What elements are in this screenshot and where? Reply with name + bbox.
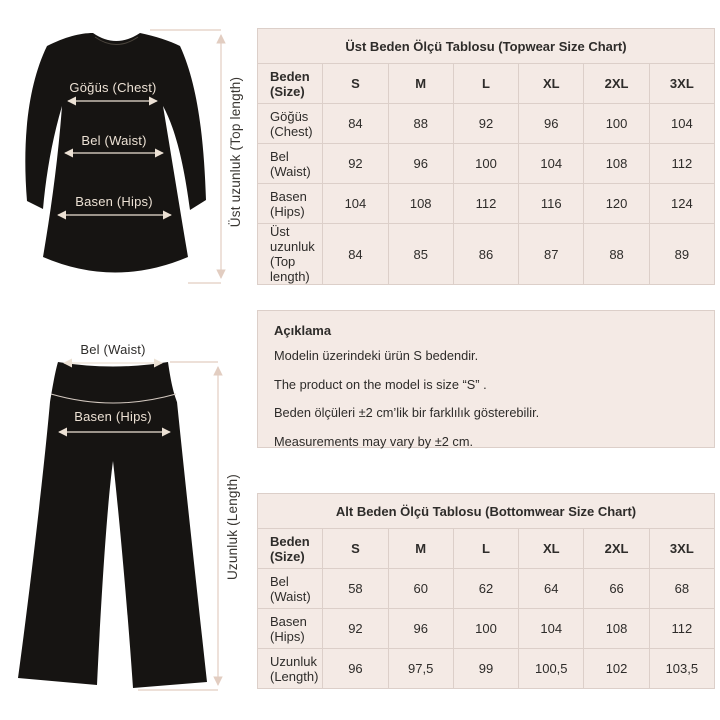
table-row <box>258 224 715 285</box>
size-value-cell: 124 <box>649 184 714 224</box>
size-value-cell: 108 <box>388 184 453 224</box>
size-column-header: L <box>453 64 518 104</box>
size-value-cell: 60 <box>388 569 453 609</box>
table-row <box>258 569 715 609</box>
size-value-cell: 89 <box>649 224 714 285</box>
size-column-header: M <box>388 529 453 569</box>
size-value-cell: 88 <box>584 224 649 285</box>
size-value-cell: 92 <box>323 609 388 649</box>
size-value-cell: 96 <box>519 104 584 144</box>
table-row <box>258 609 715 649</box>
size-value-cell: 120 <box>584 184 649 224</box>
top-length-label: Üst uzunluk (Top length) <box>228 76 243 228</box>
measurement-row-label: Üst uzunluk (Top length) <box>258 224 323 285</box>
size-value-cell: 108 <box>584 144 649 184</box>
size-value-cell: 104 <box>649 104 714 144</box>
size-value-cell: 96 <box>388 144 453 184</box>
size-value-cell: 96 <box>388 609 453 649</box>
note-line: The product on the model is size “S” . <box>274 376 487 392</box>
size-value-cell: 97,5 <box>388 649 453 689</box>
size-value-cell: 100,5 <box>519 649 584 689</box>
measurement-row-label: Bel (Waist) <box>258 569 323 609</box>
bottomwear-table-panel <box>257 493 715 689</box>
table-row <box>258 144 715 184</box>
size-column-header: 3XL <box>649 529 714 569</box>
size-value-cell: 112 <box>649 144 714 184</box>
size-value-cell: 84 <box>323 104 388 144</box>
note-line: Measurements may vary by ±2 cm. <box>274 433 474 449</box>
measurement-row-label: Uzunluk (Length) <box>258 649 323 689</box>
chest-label: Göğüs (Chest) <box>69 80 157 95</box>
size-column-header: XL <box>519 64 584 104</box>
size-value-cell: 62 <box>453 569 518 609</box>
note-line: Beden ölçüleri ±2 cm’lik bir farklılık gösterebilir. <box>274 405 540 420</box>
pants-hips-label: Basen (Hips) <box>74 409 152 424</box>
size-value-cell: 108 <box>584 609 649 649</box>
bottomwear-figure <box>0 330 250 720</box>
table-row <box>258 104 715 144</box>
size-column-header: S <box>323 64 388 104</box>
size-value-cell: 104 <box>519 609 584 649</box>
size-column-header: 2XL <box>584 529 649 569</box>
measurement-row-label: Göğüs (Chest) <box>258 104 323 144</box>
measurement-row-label: Basen (Hips) <box>258 609 323 649</box>
size-value-cell: 88 <box>388 104 453 144</box>
size-value-cell: 104 <box>519 144 584 184</box>
size-value-cell: 99 <box>453 649 518 689</box>
measurement-row-label: Bel (Waist) <box>258 144 323 184</box>
size-value-cell: 66 <box>584 569 649 609</box>
size-value-cell: 68 <box>649 569 714 609</box>
table-row <box>258 649 715 689</box>
measurement-row-label: Basen (Hips) <box>258 184 323 224</box>
size-column-header: XL <box>519 529 584 569</box>
size-value-cell: 116 <box>519 184 584 224</box>
size-value-cell: 96 <box>323 649 388 689</box>
topwear-table-title: Üst Beden Ölçü Tablosu (Topwear Size Chart) <box>258 29 715 64</box>
waist-label: Bel (Waist) <box>81 133 147 148</box>
size-value-cell: 64 <box>519 569 584 609</box>
size-value-cell: 100 <box>453 144 518 184</box>
size-value-cell: 104 <box>323 184 388 224</box>
size-value-cell: 112 <box>649 609 714 649</box>
bottomwear-size-table <box>257 493 715 689</box>
topwear-table-panel <box>257 28 715 285</box>
size-value-cell: 112 <box>453 184 518 224</box>
pants-waist-label: Bel (Waist) <box>80 342 146 357</box>
note-box <box>257 310 715 448</box>
hips-label: Basen (Hips) <box>75 194 153 209</box>
size-value-cell: 100 <box>453 609 518 649</box>
size-column-header: L <box>453 529 518 569</box>
table-row <box>258 184 715 224</box>
size-value-cell: 86 <box>453 224 518 285</box>
size-value-cell: 85 <box>388 224 453 285</box>
size-column-header: Beden (Size) <box>258 64 323 104</box>
size-value-cell: 102 <box>584 649 649 689</box>
size-column-header: Beden (Size) <box>258 529 323 569</box>
size-value-cell: 103,5 <box>649 649 714 689</box>
size-column-header: 3XL <box>649 64 714 104</box>
size-value-cell: 100 <box>584 104 649 144</box>
size-column-header: S <box>323 529 388 569</box>
topwear-size-table <box>257 28 715 285</box>
size-column-header: M <box>388 64 453 104</box>
size-value-cell: 92 <box>453 104 518 144</box>
size-value-cell: 84 <box>323 224 388 285</box>
size-value-cell: 58 <box>323 569 388 609</box>
size-value-cell: 92 <box>323 144 388 184</box>
size-value-cell: 87 <box>519 224 584 285</box>
bottomwear-table-title: Alt Beden Ölçü Tablosu (Bottomwear Size Chart) <box>258 494 715 529</box>
size-column-header: 2XL <box>584 64 649 104</box>
note-line: Modelin üzerindeki ürün S bedendir. <box>274 348 479 363</box>
length-label: Uzunluk (Length) <box>225 473 240 581</box>
note-title: Açıklama <box>274 323 332 338</box>
topwear-figure <box>0 0 250 300</box>
